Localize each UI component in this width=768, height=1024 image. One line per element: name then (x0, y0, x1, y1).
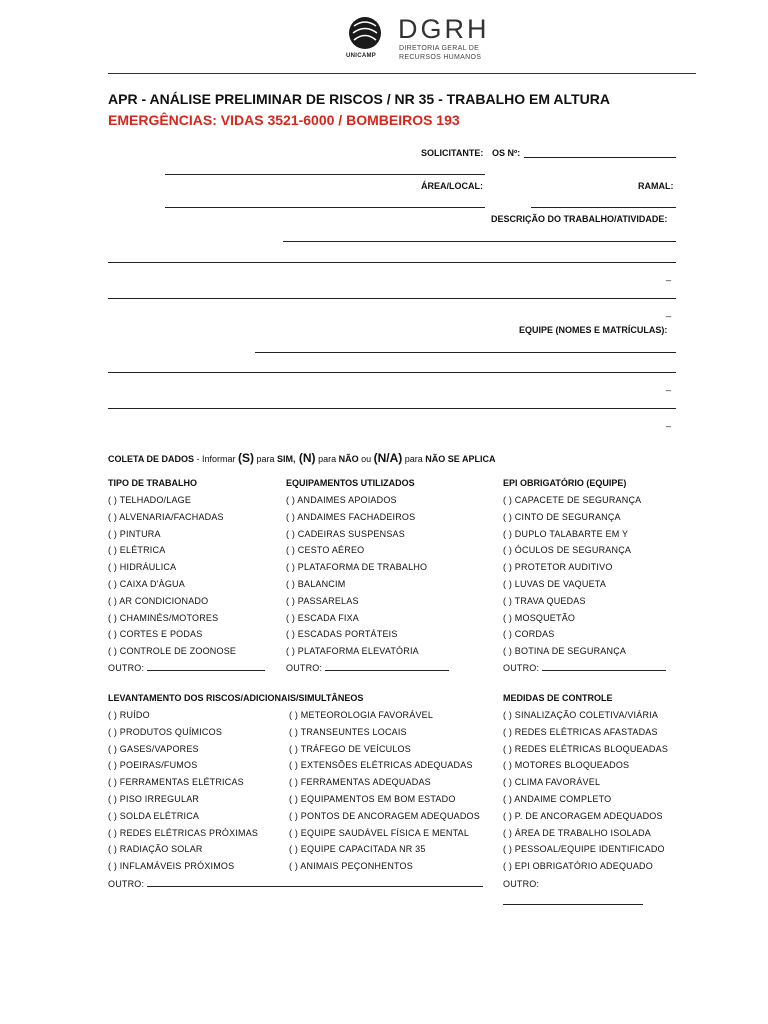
coleta-na: (N/A) (373, 451, 403, 465)
medida-item[interactable]: ( ) EPI OBRIGATÓRIO ADEQUADO (503, 861, 653, 872)
epi-title: EPI OBRIGATÓRIO (EQUIPE) (503, 478, 627, 488)
coleta-para1: para (254, 454, 278, 464)
descricao-field-line1[interactable] (283, 241, 676, 242)
medida-item[interactable]: ( ) REDES ELÉTRICAS AFASTADAS (503, 726, 658, 737)
coleta-ou: ou (358, 454, 374, 464)
equipamentos-item[interactable]: ( ) PLATAFORMA DE TRABALHO (286, 562, 428, 573)
medida-item[interactable]: ( ) ÁREA DE TRABALHO ISOLADA (503, 827, 651, 838)
epi-item[interactable]: ( ) CORDAS (503, 629, 555, 640)
dgrh-logo-text: DGRH (398, 14, 490, 44)
medidas-title: MEDIDAS DE CONTROLE (503, 693, 613, 703)
risco-item[interactable]: ( ) EXTENSÕES ELÉTRICAS ADEQUADAS (289, 760, 473, 771)
solicitante-label: SOLICITANTE: (421, 148, 484, 158)
medida-item[interactable]: ( ) P. DE ANCORAGEM ADEQUADOS (503, 810, 663, 821)
solicitante-field[interactable] (165, 174, 485, 175)
medida-item[interactable]: ( ) ANDAIME COMPLETO (503, 794, 612, 804)
tipo-trabalho-item[interactable]: ( ) PINTURA (108, 528, 161, 539)
epi-item[interactable]: ( ) TRAVA QUEDAS (503, 595, 586, 606)
risco-item[interactable]: ( ) REDES ELÉTRICAS PRÓXIMAS (108, 827, 259, 838)
coleta-instructions (108, 451, 495, 465)
tipo-trabalho-item[interactable]: ( ) CAIXA D'ÀGUA (108, 579, 185, 589)
coleta-sep: - (194, 454, 203, 464)
tipo-trabalho-item[interactable]: ( ) CORTES E PODAS (108, 629, 203, 640)
risco-item[interactable]: ( ) METEOROLOGIA FAVORÁVEL (289, 710, 434, 720)
outro-equipamentos (286, 663, 449, 673)
tipo-trabalho-item[interactable]: ( ) AR CONDICIONADO (108, 595, 209, 606)
outro-label: OUTRO: (286, 663, 323, 673)
outro-medidas (503, 879, 539, 889)
medida-item[interactable]: ( ) MOTORES BLOQUEADOS (503, 760, 630, 771)
dgrh-subtitle (399, 44, 509, 62)
outro-epi (503, 663, 666, 673)
outro-riscos (108, 879, 483, 889)
line-dash: _ (666, 271, 672, 281)
risco-item[interactable]: ( ) GASES/VAPORES (108, 743, 199, 754)
outro-label: OUTRO: (108, 663, 145, 673)
medida-item[interactable]: ( ) CLIMA FAVORÁVEL (503, 777, 601, 788)
descricao-field-line3[interactable] (108, 298, 676, 299)
equipamentos-title: EQUIPAMENTOS UTILIZADOS (286, 478, 415, 488)
risco-item[interactable]: ( ) TRÁFEGO DE VEÍCULOS (289, 743, 411, 754)
equipamentos-item[interactable]: ( ) PLATAFORMA ELEVATÓRIA (286, 646, 419, 657)
outro-epi-field[interactable] (542, 670, 666, 671)
epi-item[interactable]: ( ) PROTETOR AUDITIVO (503, 562, 613, 573)
epi-item[interactable]: ( ) BOTINA DE SEGURANÇA (503, 646, 627, 657)
tipo-trabalho-item[interactable]: ( ) ALVENARIA/FACHADAS (108, 511, 224, 522)
os-number-label: OS Nº: (492, 148, 521, 158)
descricao-field-line2[interactable] (108, 262, 676, 263)
coleta-sim: SIM, (277, 454, 296, 464)
risco-item[interactable]: ( ) FERRAMENTAS ELÉTRICAS (108, 777, 244, 788)
equipe-field-line3[interactable] (108, 408, 676, 409)
risco-item[interactable]: ( ) INFLAMÁVEIS PRÓXIMOS (108, 861, 235, 872)
epi-item[interactable]: ( ) ÓCULOS DE SEGURANÇA (503, 545, 632, 556)
outro-label: OUTRO: (503, 879, 540, 889)
unicamp-logo (348, 16, 382, 50)
emergency-contacts: EMERGÊNCIAS: VIDAS 3521-6000 / BOMBEIROS 193 (108, 112, 460, 128)
medida-item[interactable]: ( ) PESSOAL/EQUIPE IDENTIFICADO (503, 844, 665, 855)
line-dash: _ (666, 307, 672, 317)
outro-label: OUTRO: (108, 879, 145, 889)
equipamentos-item[interactable]: ( ) ANDAIMES APOIADOS (286, 495, 397, 505)
dgrh-subtitle-line2: RECURSOS HUMANOS (399, 54, 482, 61)
outro-tipo-trabalho (108, 663, 265, 673)
header-divider (108, 73, 696, 74)
equipamentos-item[interactable]: ( ) CESTO AÉREO (286, 545, 365, 556)
tipo-trabalho-item[interactable]: ( ) ELÉTRICA (108, 545, 166, 556)
line-dash: _ (666, 381, 672, 391)
coleta-n: (N) (295, 451, 316, 465)
area-local-label: ÁREA/LOCAL: (421, 181, 483, 191)
coleta-informar: Informar (202, 454, 239, 464)
equipe-field-line2[interactable] (108, 372, 676, 373)
ramal-field[interactable] (531, 207, 676, 208)
outro-label: OUTRO: (503, 663, 540, 673)
equipe-field-line1[interactable] (255, 352, 676, 353)
coleta-nao: NÃO (338, 454, 359, 464)
tipo-trabalho-item[interactable]: ( ) HIDRÁULICA (108, 562, 177, 573)
tipo-trabalho-item[interactable]: ( ) TELHADO/LAGE (108, 495, 192, 505)
page-title: APR - ANÁLISE PRELIMINAR DE RISCOS / NR 35 - TRABALHO EM ALTURA (108, 91, 610, 107)
risco-item[interactable]: ( ) EQUIPE CAPACITADA NR 35 (289, 844, 426, 855)
risco-item[interactable]: ( ) POEIRAS/FUMOS (108, 760, 198, 771)
outro-equipamentos-field[interactable] (325, 670, 449, 671)
descricao-label: DESCRIÇÃO DO TRABALHO/ATIVIDADE: (491, 214, 668, 224)
tipo-trabalho-title: TIPO DE TRABALHO (108, 478, 197, 488)
os-number-field[interactable] (524, 157, 676, 158)
coleta-para2: para (315, 454, 339, 464)
equipamentos-item[interactable]: ( ) ESCADA FIXA (286, 612, 360, 623)
riscos-title: LEVANTAMENTO DOS RISCOS/ADICIONAIS/SIMULTÂNEOS (108, 693, 364, 703)
risco-item[interactable]: ( ) PRODUTOS QUÍMICOS (108, 726, 223, 737)
equipamentos-item[interactable]: ( ) BALANCIM (286, 579, 346, 589)
coleta-nao-se-aplica: NÃO SE APLICA (425, 454, 496, 464)
equipamentos-item[interactable]: ( ) ESCADAS PORTÁTEIS (286, 629, 398, 640)
epi-item[interactable]: ( ) MOSQUETÃO (503, 612, 576, 623)
coleta-para3: para (402, 454, 426, 464)
epi-item[interactable]: ( ) CINTO DE SEGURANÇA (503, 511, 621, 522)
equipe-label: EQUIPE (NOMES E MATRÍCULAS): (519, 325, 668, 335)
area-local-field[interactable] (165, 207, 485, 208)
risco-item[interactable]: ( ) PONTOS DE ANCORAGEM ADEQUADOS (289, 810, 480, 821)
risco-item[interactable]: ( ) PISO IRREGULAR (108, 794, 200, 804)
tipo-trabalho-item[interactable]: ( ) CHAMINÉS/MOTORES (108, 612, 219, 623)
medida-item[interactable]: ( ) SINALIZAÇÃO COLETIVA/VIÁRIA (503, 710, 659, 720)
medida-item[interactable]: ( ) REDES ELÉTRICAS BLOQUEADAS (503, 743, 669, 754)
equipamentos-item[interactable]: ( ) PASSARELAS (286, 595, 359, 606)
line-dash: _ (666, 417, 672, 427)
risco-item[interactable]: ( ) SOLDA ELÉTRICA (108, 810, 200, 821)
epi-item[interactable]: ( ) CAPACETE DE SEGURANÇA (503, 495, 642, 505)
outro-tipo-trabalho-field[interactable] (147, 670, 265, 671)
dgrh-subtitle-line1: DIRETORIA GERAL DE (399, 45, 480, 52)
outro-riscos-field[interactable] (147, 886, 483, 887)
risco-item[interactable]: ( ) ANIMAIS PEÇONHENTOS (289, 861, 413, 872)
coleta-s: (S) (238, 451, 255, 465)
equipamentos-item[interactable]: ( ) CADEIRAS SUSPENSAS (286, 528, 405, 539)
tipo-trabalho-item[interactable]: ( ) CONTROLE DE ZOONOSE (108, 646, 237, 657)
coleta-label: COLETA DE DADOS (108, 454, 195, 464)
epi-item[interactable]: ( ) DUPLO TALABARTE EM Y (503, 528, 629, 539)
outro-medidas-field[interactable] (503, 904, 643, 905)
risco-item[interactable]: ( ) RADIAÇÃO SOLAR (108, 844, 203, 855)
ramal-label: RAMAL: (638, 181, 674, 191)
risco-item[interactable]: ( ) EQUIPAMENTOS EM BOM ESTADO (289, 794, 456, 804)
epi-item[interactable]: ( ) LUVAS DE VAQUETA (503, 579, 607, 589)
risco-item[interactable]: ( ) TRANSEUNTES LOCAIS (289, 726, 407, 737)
risco-item[interactable]: ( ) FERRAMENTAS ADEQUADAS (289, 777, 431, 788)
risco-item[interactable]: ( ) RUÍDO (108, 710, 150, 720)
risco-item[interactable]: ( ) EQUIPE SAUDÁVEL FÍSICA E MENTAL (289, 827, 470, 838)
equipamentos-item[interactable]: ( ) ANDAIMES FACHADEIROS (286, 511, 416, 522)
unicamp-wordmark: UNICAMP (346, 53, 377, 59)
